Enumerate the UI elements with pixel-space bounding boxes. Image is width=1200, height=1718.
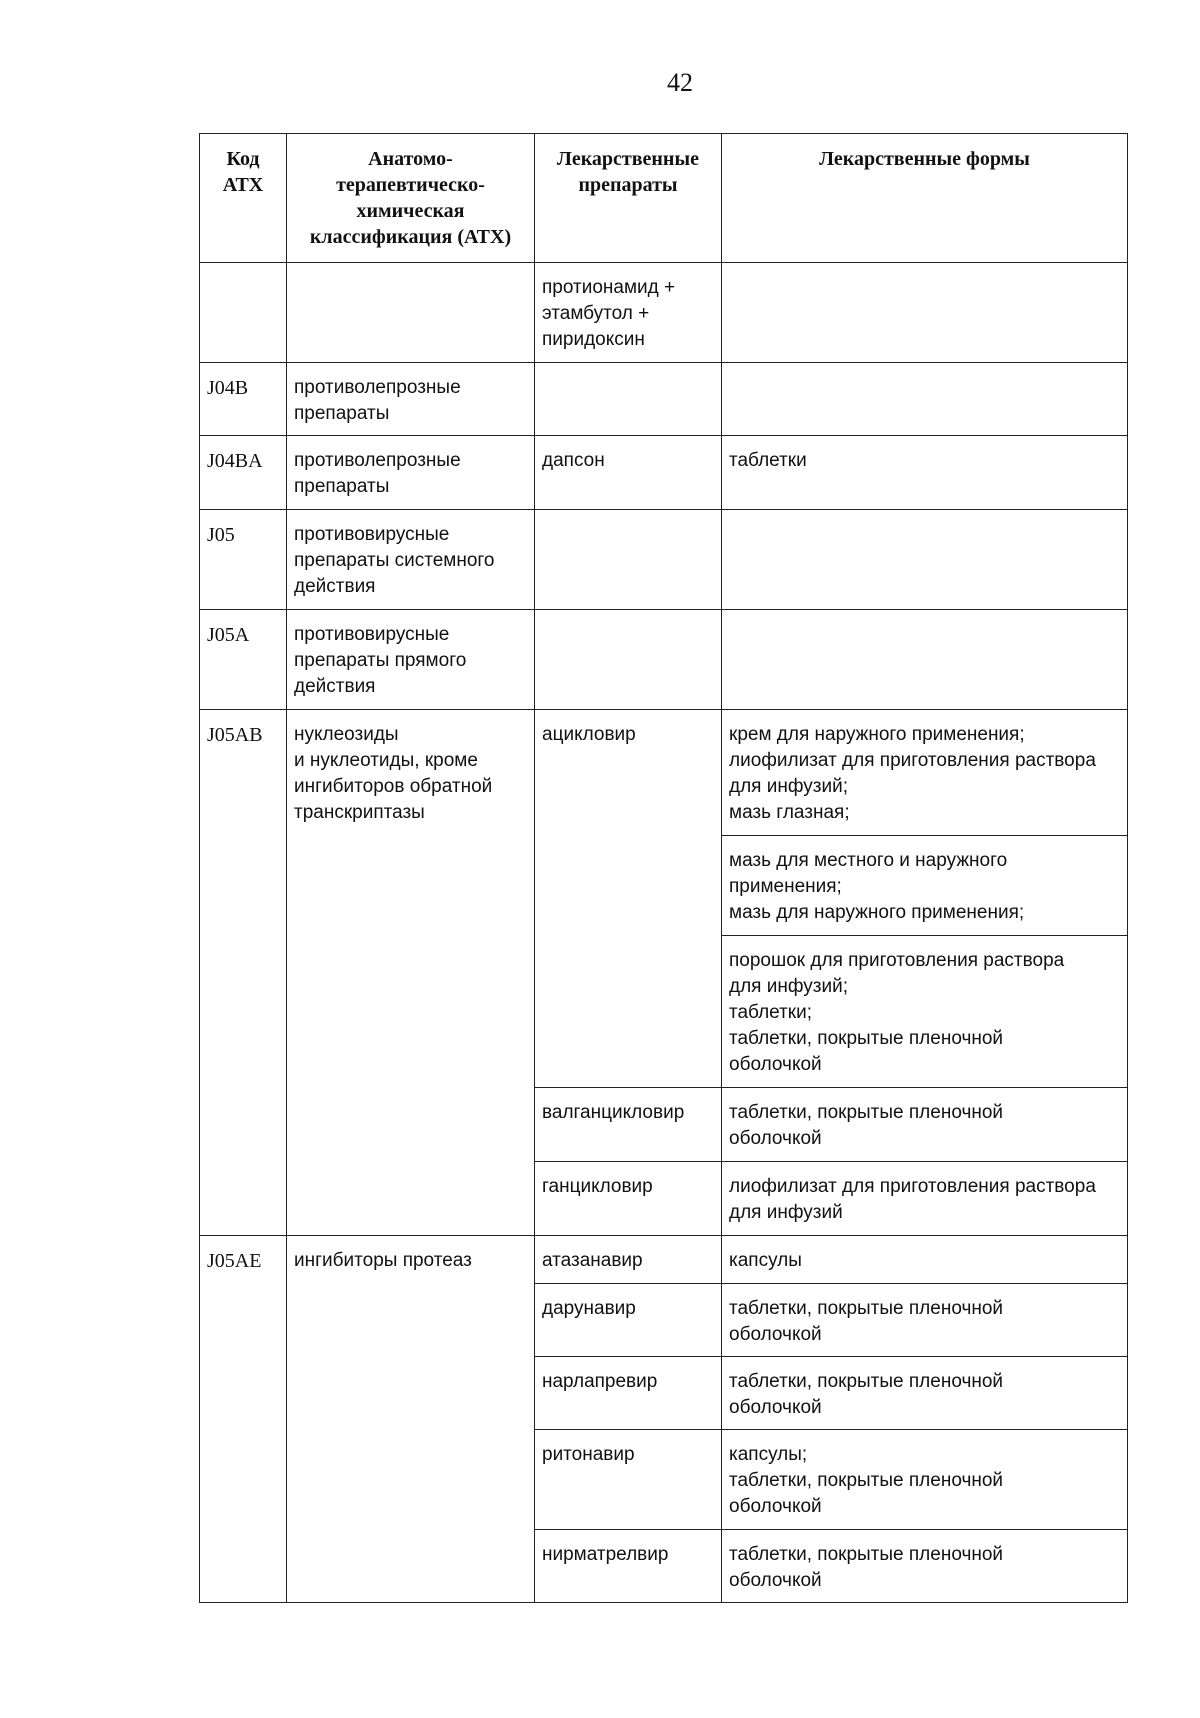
drug-name [535,363,722,436]
atx-code: J05AB [200,710,287,1236]
drug-form: таблетки, покрытые пленочной оболочкой [722,1357,1128,1430]
drug-name: ацикловир [535,710,722,1088]
atx-code: J05A [200,610,287,710]
table-row [200,510,1128,610]
drug-form: мазь для местного и наружного применения; мазь для наружного применения; [722,836,1128,936]
table-row [200,436,1128,510]
table-header-row [200,134,1128,263]
header-forms: Лекарственные формы [722,134,1128,263]
drug-name: атазанавир [535,1236,722,1284]
drug-form [722,363,1128,436]
drug-form [722,263,1128,363]
drug-form: лиофилизат для приготовления раствора для инфузий [722,1162,1128,1236]
drug-form: порошок для приготовления раствора для инфузий; таблетки; таблетки, покрытые пленочной оболочкой [722,936,1128,1088]
drug-form: таблетки, покрытые пленочной оболочкой [722,1088,1128,1162]
drug-form: таблетки, покрытые пленочной оболочкой [722,1284,1128,1357]
header-code: Код АТХ [200,134,287,263]
page-number: 42 [667,68,693,97]
atx-class: противовирусные препараты прямого действия [287,610,535,710]
atx-class: противовирусные препараты системного действия [287,510,535,610]
table-row [200,710,1128,836]
table-row [200,610,1128,710]
drug-name: нирматрелвир [535,1530,722,1603]
atx-class: противолепрозные препараты [287,436,535,510]
drug-name: дапсон [535,436,722,510]
drug-form: таблетки [722,436,1128,510]
drug-name: ганцикловир [535,1162,722,1236]
drug-form: капсулы [722,1236,1128,1284]
drug-form [722,510,1128,610]
drug-name [535,610,722,710]
atx-code: J05AE [200,1236,287,1603]
atx-code [200,263,287,363]
drug-name [535,510,722,610]
table-row [200,263,1128,363]
drug-name: ритонавир [535,1430,722,1530]
drug-name: дарунавир [535,1284,722,1357]
table-row [200,363,1128,436]
drug-form: крем для наружного применения; лиофилизат для приготовления раствора для инфузий; мазь глазная; [722,710,1128,836]
atx-class [287,263,535,363]
atx-code: J04BA [200,436,287,510]
atx-table [199,133,1128,1603]
atx-code: J04B [200,363,287,436]
drug-form: таблетки, покрытые пленочной оболочкой [722,1530,1128,1603]
header-classification: Анатомо- терапевтическо- химическая классификация (АТХ) [287,134,535,263]
drug-name: валганцикловир [535,1088,722,1162]
drug-name: нарлапревир [535,1357,722,1430]
drug-form: капсулы; таблетки, покрытые пленочной оболочкой [722,1430,1128,1530]
atx-code: J05 [200,510,287,610]
atx-class: нуклеозиды и нуклеотиды, кроме ингибиторов обратной транскриптазы [287,710,535,1236]
drug-name: протионамид + этамбутол + пиридоксин [535,263,722,363]
drug-form [722,610,1128,710]
table-row [200,1236,1128,1284]
atx-class: ингибиторы протеаз [287,1236,535,1603]
atx-class: противолепрозные препараты [287,363,535,436]
header-drugs: Лекарственные препараты [535,134,722,263]
